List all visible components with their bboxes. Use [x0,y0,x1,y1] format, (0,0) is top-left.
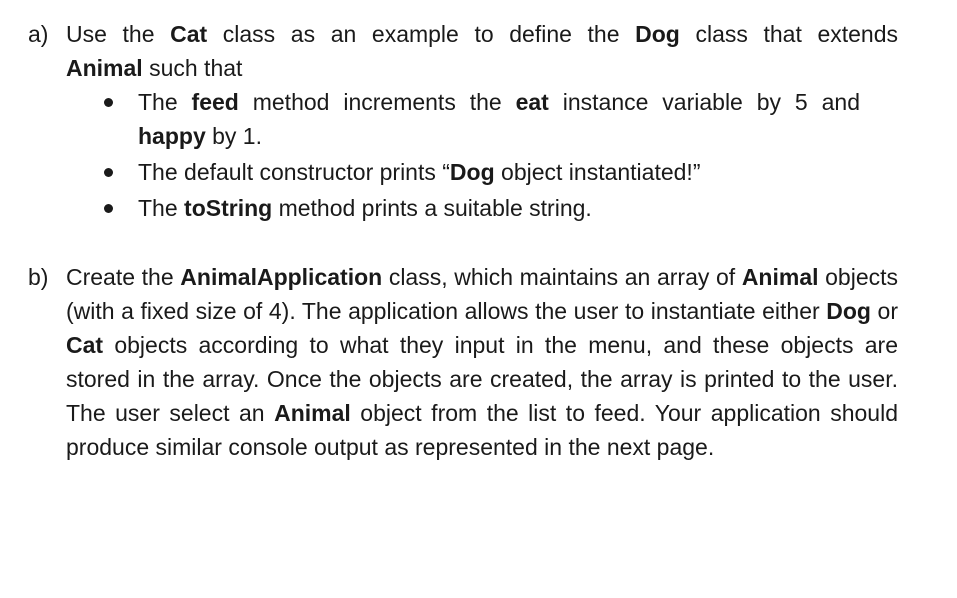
list-item [100,85,860,153]
text-run: The default constructor prints “ [138,159,450,185]
text-run: object instantiated!” [494,159,701,185]
bold-term-happy: happy [138,123,206,149]
part-a-intro-line2 [66,51,898,85]
bold-term-cat: Cat [66,332,104,358]
bold-term-animal: Animal [741,264,819,290]
bold-term-animal: Animal [66,55,143,81]
bold-term-dog: Dog [635,21,680,47]
bullet-1-line1 [138,85,860,119]
part-b-marker: b) [28,264,49,290]
part-a-bullet-list [100,85,860,225]
text-run: objects (with a fixed size of 4). The application allows the user to instantiate either [66,264,899,324]
bullet-icon [104,168,113,177]
bold-term-animal: Animal [274,400,351,426]
text-run: The [138,195,185,221]
text-run: class, which maintains an array of [382,264,742,290]
part-a [28,17,898,225]
part-b [28,260,898,464]
text-run: object from the list to feed. Your application should produce similar console output as represented in the next page. [66,400,898,460]
text-run: method prints a suitable string. [272,195,592,221]
part-b-paragraph [66,260,898,464]
text-run: such that [142,55,243,81]
list-item [100,155,860,189]
bold-term-dog: Dog [826,298,871,324]
part-a-intro-line1 [66,17,898,51]
bullet-icon [104,98,113,107]
bold-term-animalapplication: AnimalApplication [180,264,383,290]
list-item [100,191,860,225]
text-run: class that extends [679,21,899,47]
text-run: Create the [66,264,181,290]
bold-term-tostring: toString [184,195,273,221]
text-run: The [138,89,192,115]
text-run: or [870,298,898,324]
bold-term-dog: Dog [449,159,495,185]
bullet-1-line2 [138,119,860,153]
text-run: by 1. [205,123,262,149]
text-run: class as an example to define the [207,21,636,47]
bold-term-cat: Cat [170,21,208,47]
text-run: method increments the [238,89,516,115]
part-a-marker: a) [28,21,49,47]
text-run: Use the [66,21,171,47]
bullet-icon [104,204,113,213]
text-run: objects according to what they input in the menu, and these objects are stored in the array. Once the objects are created, the array is printed to the user. The user select an [66,332,898,426]
text-run: instance variable by 5 and [548,89,860,115]
bold-term-eat: eat [515,89,549,115]
bold-term-feed: feed [191,89,239,115]
